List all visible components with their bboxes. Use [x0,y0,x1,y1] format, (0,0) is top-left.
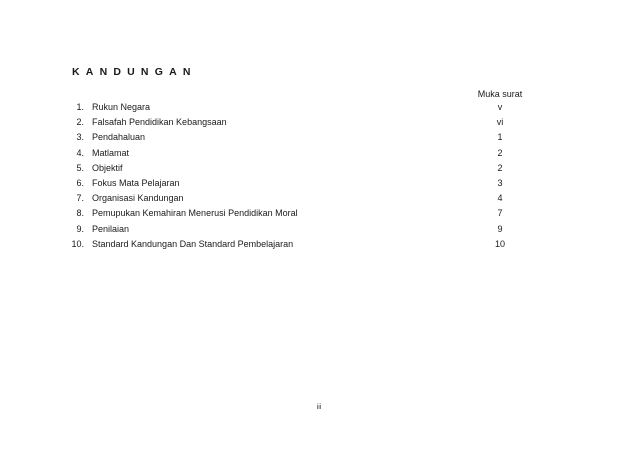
toc-row [60,130,540,145]
toc-row [60,176,540,191]
toc-number: 4. [76,147,84,158]
toc-page: vi [496,117,504,128]
toc-row [60,191,540,206]
toc-label: Fokus Mata Pelajaran [92,177,180,188]
toc-number: 1. [76,102,84,112]
page-column-header: Muka surat [477,89,523,99]
toc-label: Matlamat [92,147,130,158]
toc-number: 10. [71,238,84,249]
toc-label: Pemupukan Kemahiran Menerusi Pendidikan Moral [92,208,298,219]
toc-row [60,100,540,115]
toc-number: 9. [76,223,84,234]
table-of-contents [60,100,540,252]
page-title: KANDUNGAN [72,66,197,78]
toc-page: 2 [497,162,503,173]
toc-number: 8. [76,208,84,219]
toc-label: Falsafah Pendidikan Kebangsaan [92,117,227,128]
toc-label: Organisasi Kandungan [92,193,184,204]
toc-label: Objektif [92,162,123,173]
toc-label: Standard Kandungan Dan Standard Pembelajaran [92,238,294,249]
toc-number: 2. [76,117,84,128]
toc-label: Penilaian [92,223,130,234]
toc-row [60,115,540,130]
toc-page: v [497,102,503,112]
toc-number: 3. [76,132,84,143]
toc-page: 10 [494,238,505,249]
toc-page: 2 [497,147,503,158]
toc-row [60,161,540,176]
toc-label: Rukun Negara [92,102,151,112]
toc-number: 6. [76,177,84,188]
toc-page: 7 [497,208,503,219]
toc-number: 7. [76,193,84,204]
toc-page: 4 [497,193,503,204]
toc-row [60,206,540,221]
toc-page: 3 [497,177,503,188]
toc-number: 5. [76,162,84,173]
toc-page: 9 [497,223,503,234]
toc-page: 1 [497,132,503,143]
toc-row [60,146,540,161]
toc-row [60,222,540,237]
toc-label: Pendahaluan [92,132,146,143]
footer-page-number: iii [316,404,322,411]
toc-row [60,237,540,252]
